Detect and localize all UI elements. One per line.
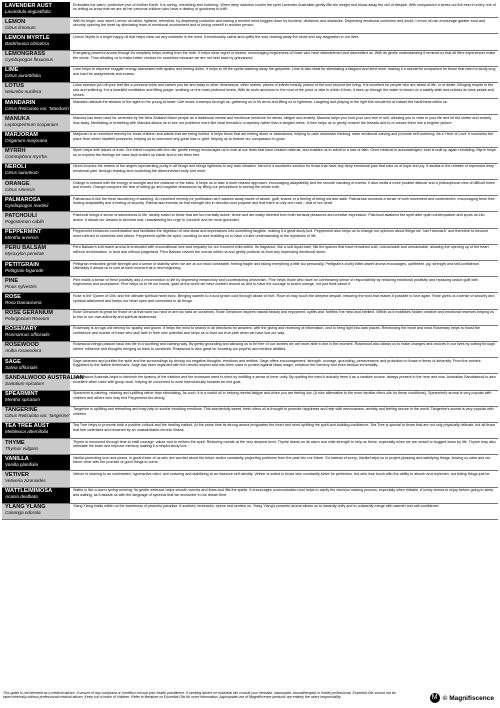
oil-latin-name: Petitgrain bigarade [5, 267, 44, 273]
oil-guide-table [2, 2, 498, 520]
oil-description: Mandarin attracts the wisdom of the ages to the young at heart. Like music it sweeps through us, gathering us in it's arms and lifting us to lightness. Laughing and playing in the light this wonderful oil makes the harshness within us. [73, 99, 448, 104]
oil-row [2, 391, 498, 407]
oil-common-name: LAVENDER AUST [5, 2, 52, 9]
oil-common-name: MANUKA [5, 115, 30, 122]
oil-name-cell [2, 115, 70, 130]
oil-common-name: WATTLE/MIMOSA [5, 488, 53, 495]
oil-latin-name: Lavandula angustifolia [5, 8, 51, 14]
oil-common-name: YLANG YLANG [5, 504, 46, 511]
oil-common-name: PATCHOULI [5, 212, 37, 219]
oil-description: Palmarosa is like the fresh laundering of washing. An excellent remedy for purification as it washes away traces of abuse, guilt, shame or a feeling of being old and stale. Palmarosa connects a sense of both movement and contentment, encouraging fresh free-flowing adaptability and a feeling of security. Palmarosa reminds us that strength lies in direction and purpose and that there is only one road – that of our heart. [73, 196, 496, 206]
oil-name-cell [2, 358, 70, 373]
oil-latin-name: Santalum spicatum [5, 380, 45, 386]
oil-latin-name: Citrus aurantifolia [5, 73, 41, 79]
oil-description: Petitgrain embodies gentle strength and a sense of stability when we are at our most vulnerable, feeling fragile and taking everything a little too personally. Petitgrain's lovely bitter-sweet aroma encourages, upliftment, joy, strength and self-confidence. Ultimately it allows us to look at each moment as a new beginning. [73, 261, 480, 271]
brand-block [430, 693, 494, 703]
oil-common-name: LEMONGRASS [5, 51, 46, 58]
oil-common-name: PINE [5, 277, 19, 284]
oil-latin-name: Mentha arvensis [5, 235, 39, 241]
oil-row [2, 374, 498, 390]
oil-description: Peru Balsam's soft sweet aroma is embodied with unconditional love and empathy for our innocent child within. Its fragrance, like a soft liquid bath, fills the spaces that have remained cold, untouchable and unreachable, allowing the opening up of the heart without recrimination, in trust and without judgement. Peru Balsam revives the sorrow within us and gently protects us from any impending emotional storm. [73, 245, 489, 255]
oil-name-cell [2, 310, 70, 325]
oil-description: Wattle is like a warm spring morning. Its gentle embrace helps smooth worries and fears and lifts the spirits. It encourages communication and helps to clarify the decision making process, especially when irritable. A lovely aroma to enjoy before going to sleep and waking, as it assists us with the language of symbols that we encounter in our dream time. [73, 488, 494, 497]
oil-row [2, 2, 498, 18]
oil-row [2, 229, 498, 245]
oil-row [2, 83, 498, 99]
oil-row [2, 342, 498, 358]
oil-description: Orange is imbued with the energy of sunlight and the radiance of the stars. It helps us to take a more relaxed approach, encouraging adaptability and the smooth handling of events. It also instils a more positive attitude and a philosophical view of difficult times and events. Orange conquers the fear of letting go and negative obsessions by lifting our perceptions to seeing the whole truth. [73, 180, 495, 190]
oil-common-name: MANDARIN [5, 99, 36, 106]
oil-common-name: NEROLI [5, 164, 27, 171]
oil-latin-name: Commiphora myrrha [5, 154, 47, 160]
oil-latin-name: Acacia dealbata [5, 494, 38, 500]
oil-description: Lotus sweeps you off your feet like a precious bride and carries you far and away to other dimensions, other realms, places of infinite beauty, places of the soul beyond the living. It is excellent for people who are afraid of life, or of death. Bringing respite to the sick and suffering, it is a beautiful meditation and lifting prayer, soothing on the most profound levels. With its roots anchored in the mud of the pond or lake in which it lives, it rises up through the water to bloom on a stately stalk and unfolds its lotus petals and shines. [73, 83, 494, 97]
oil-description: Embodies the warm, protective love of Mother Earth. It is caring, cherishing and nurturing. When deep sadness covers the spirit Lavender Australian gently lifts the weight and blows away the veil of despair. With compassion it seeks out the best in every one of us letting us know that we are all her precious children who have a destiny of goodness to fulfil. [73, 2, 496, 12]
oil-latin-name: Vetiveria zizanoides [5, 477, 46, 483]
oil-common-name: SAGE [5, 358, 21, 365]
oil-latin-name: Backhousia citriodora [5, 40, 49, 46]
oil-row [2, 180, 498, 196]
oil-name-cell [2, 326, 70, 341]
brand-name: © Magnifiscence [442, 694, 494, 702]
oil-name-cell [2, 148, 70, 163]
oil-row [2, 51, 498, 67]
oil-common-name: TEA TREE AUST [5, 423, 50, 430]
oil-name-cell [2, 67, 70, 82]
oil-row [2, 164, 498, 180]
footer [3, 690, 497, 706]
oil-description: Myrrh helps with issues of trust. Our intent coupled with the oils' gentle energy encourages us to look at our fears that have created mistrust, and enables us to admit to a loss of faith. Once mistrust is acknowledged, trust is built up again rebuilding. Myrrh helps us to express the feelings we have kept bottled up inside and to set them free. [73, 148, 496, 157]
oil-latin-name: Citrus Reticulata var. 'tangerine' [5, 413, 70, 419]
oil-description: Marjoram is an excellent remedy for those children and adults that are being bullied. It helps those that are feeling alone or abandoned, helping to calm obsessive thinking, ease emotional craving and promote self-nurturing. As a 'Herb of Love' it nourishes the place from which heartfelt pressures, helping us to overcome any great loss or grief, helping us to restore our compassion to grow. [73, 132, 494, 141]
oil-row [2, 99, 498, 115]
oil-row [2, 34, 498, 50]
brand-logo-icon: M [430, 693, 440, 703]
oil-name-cell [2, 293, 70, 308]
oil-latin-name: Cymbopogon martinii [5, 202, 49, 208]
oil-description: Tangerine is uplifting and refreshing and may help to soothe troubling emotions. This wonderfully sweet, fresh citrus oil is thought to promote happiness and help with nervousness, anxiety and feeling secure in the world. Tangerine's aroma is very popular with children. [73, 407, 494, 416]
oil-latin-name: Origanum marjorana [5, 138, 48, 143]
oil-row [2, 212, 498, 228]
oil-common-name: ROSEMARY [5, 326, 38, 333]
oil-latin-name: Rosmarinus officinalis [5, 332, 50, 338]
oil-name-cell [2, 423, 70, 438]
oil-description: Rose Geranium is great for those of us that work too hard or are too hard on ourselves. Rose Geranium inspires natural beauty and enjoyment, uplifts and 'fortifies' the mind and intellect. Within us it mobilises hidden creative and emotional reserves helping us to rise to our own authority and spiritual awareness. [73, 310, 494, 319]
oil-description: Neroli touches the realms of the angels representing purity in all things and brings lightness to any dark situation. Neroli is a wonderful solution for those that have any deep emotional pain that robs us of hope and joy. It assists in the release of repressed deep emotional pain, through relaxing and nourishing the disconnected body and mind. [73, 164, 495, 174]
oil-name-cell [2, 407, 70, 422]
oil-description: Rose is the 'Queen of Oils' and the ultimate spiritual heart tonic. Bringing warmth to a soul grown cold through abuse or hurt, Rose oil may touch the deepest despair, restoring the trust that makes it possible to love again. Rose gives us a sense of security and spiritual attainment and keeps our heart open and connected to all things. [73, 293, 495, 303]
oil-latin-name: Mentha spicatum [5, 397, 40, 402]
oil-name-cell [2, 439, 70, 454]
oil-row [2, 245, 498, 261]
oil-common-name: ROSEWOOD [5, 342, 39, 349]
oil-row [2, 115, 498, 131]
oil-row [2, 148, 498, 164]
oil-latin-name: Pinus sylvestris [5, 283, 37, 289]
oil-common-name: PERU BALSAM [5, 245, 47, 252]
oil-description: Vanilla promoting love and peace, is great those of us who are worried about the future and/or constantly projecting problems from the past into our future. So instead of worry, Vanilla helps us to project pleasing and satisfying things, leaving us calm and our future clear with the promise of good things to come. [73, 455, 491, 465]
oil-name-cell [2, 229, 70, 244]
oil-latin-name: Thymus vulgaris [5, 445, 39, 451]
oil-latin-name: Vanilla planifolia [5, 461, 39, 467]
oil-row [2, 326, 498, 342]
oil-name-cell [2, 99, 70, 114]
oil-common-name: MARJORAM [5, 132, 38, 138]
oil-latin-name: Myroxylon pereirae [5, 251, 45, 257]
oil-name-cell [2, 455, 70, 470]
oil-name-cell [2, 83, 70, 98]
oil-description: Rosewood brings passion back into life in a soothing and calming way. By gently grounding and allowing us to be free of our worries we are more able to live in the moment. Rosewood also allows us to make changes and choices in our lives by cutting through others' influence and thoughts bringing us back to ourselves. Rosewood is also great for boosting our psychic and intuitive abilities. [73, 342, 495, 352]
oil-latin-name: Citrus limonum [5, 24, 36, 30]
oil-latin-name: Salvia officinalis [5, 364, 38, 370]
oil-common-name: THYME [5, 439, 25, 446]
oil-common-name: LIME [5, 67, 19, 74]
oil-description: Lime helps to disperse sluggish energy associated with apathy and feeling down. It helps to lift the spirits washing away the greyness. Lime is also ideal for stimulating a fatigued and tired mind, making it a wonderful companion for those that need to study long and hard for assignments and exams. [73, 67, 496, 76]
oil-common-name: ROSE [5, 293, 21, 300]
oil-latin-name: Cananga odorata [5, 510, 41, 516]
oil-row [2, 455, 498, 471]
oil-description: Sage cleanses and purifies the spirit and the surroundings by driving out negative thoughts, emotions and entities. Sage offers encouragement, strength, courage, grounding, perseverance and protection to those in times of adversity. From the ancient Egyptians to the Native Americans, Sage has been regarded with the utmost respect and has been used to protect against black magic, enhance the memory and even bestow immortality. [73, 358, 481, 368]
oil-common-name: VETIVER [5, 471, 29, 478]
oil-row [2, 358, 498, 374]
oil-common-name: SANDALWOOD AUSTRALIAN [5, 374, 84, 381]
oil-description: Spearmint is calming, relaxing and uplifting rather than stimulating. As such, it is a useful oil in helping mental fatigue and when you are feeling low. (A nice alternative to the more familiar citrus oils for these conditions). Spearmint's aroma is very popular with children and others who may find Peppermint too strong. [73, 391, 492, 400]
oil-row [2, 132, 498, 148]
oil-name-cell [2, 164, 70, 179]
oil-description: Manuka has been used for centuries by the New Zealand Maori people as a traditional mental and emotional medicine for stress, fatigue and anxiety. Manuka helps you hold your own true in self, allowing you to relax in your life and let the clutter and anxiety flow away. Meditating or breathing with Manuka allows us to see our problems more like clear threads in a tapestry rather than a tangled mess. It then helps us to gently unravel the threads and to re-weave them into a brighter picture. [73, 115, 492, 125]
oil-name-cell [2, 374, 84, 389]
oil-name-cell [2, 51, 70, 66]
oil-description: Tea Tree helps to promote both a positive outlook and the healing instinct. At the same time its strong aroma invigorates the heart and mind uplifting the spirit and building confidence. Tea Tree is special to those that are not only physically delicate, but all those that feel victimised and drowned by an unassimilated chronic illness. [73, 423, 496, 433]
oil-latin-name: Leptospermum scoparium [5, 121, 59, 127]
oil-name-cell [2, 504, 70, 519]
oil-name-cell [2, 342, 70, 357]
oil-row [2, 293, 498, 309]
oil-common-name: VANILLA [5, 455, 29, 462]
oil-name-cell [2, 391, 70, 406]
oil-latin-name: Cymbopogon flexuosus [5, 57, 54, 63]
oil-name-cell [2, 245, 70, 260]
oil-latin-name: Nelumbo nucifera [5, 89, 42, 95]
oil-description: Vetiver is relaxing to an overheated, hyperactive mind, and nurturing and stabilising to an insecure self-identity. Vetiver is suited to those who constantly strive for perfection, but who lose touch with the ability to absorb and replenish, not letting things just be. [73, 471, 491, 476]
oil-name-cell [2, 488, 70, 503]
oil-description: Sandalwood Australia helps to diminish the tyranny of the intellect and the incessant need to shed by instilling a sense of inner unity. By quelling the mind it actually frees it as a creative source, always present in the here and now. Australian Sandalwood is also excellent when used with group work, helping all concerned to work harmoniously towards an end goal. [73, 374, 496, 384]
oil-name-cell [2, 261, 70, 276]
oil-latin-name: Melaleuca alternifolia [5, 429, 49, 435]
oil-common-name: ROSE GERANIUM [5, 310, 53, 317]
oil-latin-name: Citrus Reticulata var. 'Mandarin' [5, 105, 70, 111]
oil-row [2, 471, 498, 487]
oil-name-cell [2, 180, 70, 195]
oil-latin-name: Pelargonium Roseum [5, 316, 50, 322]
oil-row [2, 67, 498, 83]
oil-row [2, 423, 498, 439]
oil-common-name: LOTUS [5, 83, 24, 90]
oil-latin-name: Rosa Damascena [5, 299, 42, 305]
oil-latin-name: Citrus sinensis [5, 186, 35, 192]
oil-name-cell [2, 212, 70, 227]
oil-description: Lemon Myrtle is a bright happy oil that helps clear out any cobwebs in the mind. It emotionally calms and uplifts the soul chasing away the blues and any stagnation in our lives. [73, 34, 360, 39]
oil-common-name: MYRRH [5, 148, 26, 155]
oil-row [2, 504, 498, 520]
oil-row [2, 407, 498, 423]
oil-name-cell [2, 18, 70, 33]
oil-name-cell [2, 2, 70, 17]
oil-row [2, 18, 498, 34]
oil-description: Patchouli brings a sense of sacredness to life. Ideally suited to those that are too mentally active, tense and are easily diverted from both sensual pleasures and creative expression. Patchouli awakens the spirit after quiet contemplation and spurs us into action. It allows our dreams to become real, reawakening the urge to 'connect' and be more grounded. [73, 212, 485, 222]
oil-common-name: ORANGE [5, 180, 30, 187]
oil-row [2, 439, 498, 455]
oil-description: Pine instils a sense of fresh positivity and a reconnection to life by dispersing melancholy and counteracting pessimism. Pine helps those who have an overbearing sense of responsibility by restoring emotional positivity and replacing undue guilt with forgiveness and acceptance. Pine helps us to lift our heads, gaze at the world we have created around us and to have the courage to action change, not just think about it. [73, 277, 478, 287]
oil-row [2, 488, 498, 504]
oil-common-name: TANGERINE [5, 407, 38, 414]
oil-row [2, 310, 498, 326]
oil-common-name: PETITGRAIN [5, 261, 39, 268]
oil-common-name: PALMAROSA [5, 196, 41, 203]
oil-description: With its bright, sour scent Lemon oil calms, lightens, refreshes, by dispersing confusion and easing a worried mind bogged down by burdens, decisions and obstacles. Dispersing emotional confusion and doubt, Lemon oil can encourage greater trust and security opening the heart by alleviating fears of emotional involvement and of losing oneself in another person. [73, 18, 486, 28]
oil-row [2, 261, 498, 277]
oil-row [2, 196, 498, 212]
oil-description: Energising powerful aroma through its simplicity helps rooting from the truth. It helps clear regret or shame, encouraging forgiveness of those who have disheartened and discredited us. With its gentle understanding it reminds us that all life's experiences make the whole. Thus allowing us to make better choices for ourselves because we are not held back by grievances. [73, 51, 496, 60]
oil-description: Thyme is renowned through time to instil courage, valour and to enliven the spirit. Restoring morale at the very deepest level, Thyme draws on its warm and virile strength to help us thrive, especially when we are unwell or bogged down by life. Thyme may also stimulate the brain and improve memory making it a helpful study tool. [73, 439, 496, 449]
oil-description: Rosemary is an age-old remedy for apathy and gloom. It helps the mind to search in all directions for answers, with the giving and receiving of information, and to bring light into dark places. Reinforcing the heart and mind Rosemary helps to boost the confidence and morale of those who lack faith in their own potential and helps us to trust our true path when we have lost our way. [73, 326, 481, 335]
oil-latin-name: Citrus aurantium [5, 170, 39, 176]
oil-row [2, 277, 498, 293]
oil-name-cell [2, 277, 70, 292]
oil-common-name: LEMON [5, 18, 26, 25]
oil-name-cell [2, 132, 70, 147]
oil-name-cell [2, 34, 70, 49]
oil-name-cell [2, 196, 70, 211]
oil-common-name: LEMON MYRTLE [5, 34, 50, 41]
oil-description: Peppermint enhances concentration and facilitates the digestion of new ideas and impressions into something tangible, making it a great study tool. Peppermint also helps us to change our opinions about things we "can't stomach" and therefore to become more tolerant of ourselves and others. Peppermint uplifts the spirit, uncoiling us and enabling us to have a fuller understanding of the mysteries of life. [73, 229, 489, 238]
oil-latin-name: Pogostemon cablin [5, 218, 45, 224]
oil-common-name: SPEARMINT [5, 391, 38, 397]
oil-description: Ylang Ylang instils within us the sweetness of peaceful paradise. It soothes, embraces, opens and centres us. Ylang Ylang's powerful aroma allows us to inwardly unify and to outwardly merge with warmth and self-confidence. [73, 504, 440, 509]
disclaimer-text: This guide is not intended as a medical advice. If unsure of any complaint or condition consult your health practitioner. If seeking advice on essential oils consult your herbalist, naturopath, aromatherapist or health professional. Essential Oils should not be taken internally without professional medical advice. Keep out of reach of children. Refer to literature on Essential Oils for more information. Appropriate use of Magnifiscence products are entirely the users responsibility. [3, 691, 396, 700]
oil-common-name: PEPPERMINT [5, 229, 42, 236]
oil-name-cell [2, 471, 70, 486]
oil-latin-name: Aniba rosaeodora [5, 348, 42, 354]
